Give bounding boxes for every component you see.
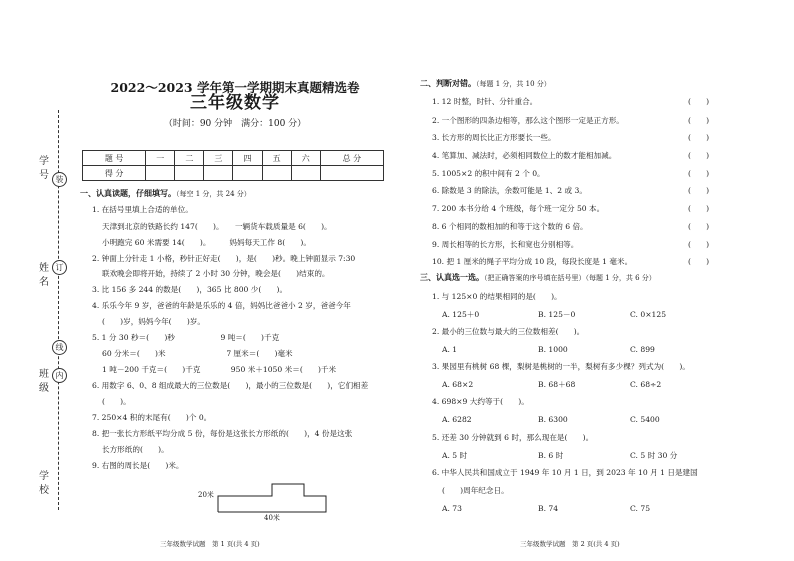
score-table-cell: 五 <box>262 151 291 166</box>
question-line: 联欢晚会即将开始，持续了 2 小时 30 分钟，晚会是( )结束的。 <box>102 269 330 278</box>
choice-option[interactable]: A. 5 时 <box>442 451 468 460</box>
exam-time-info: （时间：90 分钟 满分：100 分） <box>163 119 307 129</box>
binding-mark: 订 <box>52 260 67 275</box>
choice-question: 5. 还差 30 分钟就到 6 时，那么现在是( )。 <box>432 433 594 442</box>
score-table-header-row <box>83 151 384 166</box>
score-input-cell[interactable] <box>146 166 175 181</box>
exam-title: 2022～2023 学年第一学期期末真题精选卷 <box>110 80 360 95</box>
true-false-item: 5. 1005×2 的积中间有 2 个 0。 <box>432 169 545 178</box>
answer-bracket[interactable]: ( ) <box>688 222 710 231</box>
score-table-cell: 得 分 <box>83 166 146 181</box>
section-3-note: （把正确答案的序号填在括号里）（每题 1 分，共 6 分） <box>484 274 656 282</box>
question-line: 4. 乐乐今年 9 岁，爸爸的年龄是乐乐的 4 倍，妈妈比爸爸小 2 岁，爸爸今年 <box>92 301 351 310</box>
section-1-heading <box>80 188 251 200</box>
choice-option[interactable]: C. 75 <box>630 504 651 513</box>
choice-option[interactable]: C. 5400 <box>630 415 660 424</box>
choice-question: 3. 果园里有桃树 68 棵，梨树是桃树的一半，梨树有多少棵？列式为( )。 <box>432 362 690 371</box>
question-line: 1 吨－200 千克＝( )千克 950 米＋1050 米＝( )千米 <box>102 365 337 374</box>
class-label: 班级 <box>39 369 49 394</box>
school-label: 学校 <box>39 471 49 496</box>
choice-option[interactable]: B. 68＋68 <box>538 380 576 389</box>
question-line: 长方形纸的( )。 <box>102 445 169 454</box>
section-2-heading <box>420 78 551 90</box>
question-line: 8. 把一张长方形纸平均分成 5 份，每份是这张长方形纸的( )，4 份是这张 <box>92 429 353 438</box>
score-table-cell: 三 <box>204 151 233 166</box>
score-table-score-row <box>83 166 384 181</box>
true-false-item: 3. 长方形的周长比正方形要长一些。 <box>432 133 556 142</box>
figure-height-label: 20米 <box>198 491 214 499</box>
choice-option[interactable]: B. 6 时 <box>538 451 564 460</box>
footer-page-1: 三年级数学试题 第 1 页(共 4 页) <box>160 540 260 548</box>
score-table-cell: 总 分 <box>320 151 383 166</box>
answer-bracket[interactable]: ( ) <box>688 204 710 213</box>
student-number-label: 学号 <box>39 156 49 181</box>
true-false-item: 4. 笔算加、减法时，必须相同数位上的数才能相加减。 <box>432 151 617 160</box>
score-table-cell: 一 <box>146 151 175 166</box>
choice-option[interactable]: A. 125＋0 <box>442 310 480 319</box>
score-table-cell: 二 <box>175 151 204 166</box>
choice-question: 4. 698×9 大约等于( )。 <box>432 397 529 406</box>
score-input-cell[interactable] <box>291 166 320 181</box>
footer-page-2: 三年级数学试题 第 2 页(共 4 页) <box>520 540 620 548</box>
choice-option[interactable]: B. 1000 <box>538 345 568 354</box>
answer-bracket[interactable]: ( ) <box>688 133 710 142</box>
perimeter-figure-shape <box>218 484 326 512</box>
binding-mark: 线 <box>52 340 67 355</box>
true-false-item: 7. 200 本书分给 4 个班级，每个班一定分 50 本。 <box>432 204 605 213</box>
choice-option[interactable]: A. 1 <box>442 345 458 354</box>
choice-option[interactable]: C. 5 时 30 分 <box>630 451 678 460</box>
choice-option[interactable]: B. 74 <box>538 504 559 513</box>
question-line: 60 分米＝( )米 7 厘米＝( )毫米 <box>102 349 293 358</box>
choice-option[interactable]: B. 6300 <box>538 415 568 424</box>
binding-strip <box>0 0 74 561</box>
question-line: 5. 1 分 30 秒＝( )秒 9 吨＝( )千克 <box>92 333 280 342</box>
section-3-heading <box>420 272 656 284</box>
choice-option[interactable]: A. 6282 <box>442 415 472 424</box>
binding-mark: 装 <box>52 172 67 187</box>
answer-bracket[interactable]: ( ) <box>688 240 710 249</box>
score-input-cell[interactable] <box>320 166 383 181</box>
question-line: 1. 在括号里填上合适的单位。 <box>92 205 193 214</box>
answer-bracket[interactable]: ( ) <box>688 257 710 266</box>
question-line: 6. 用数字 6、0、8 组成最大的三位数是( )，最小的三位数是( )，它们相差 <box>92 381 369 390</box>
score-input-cell[interactable] <box>175 166 204 181</box>
choice-question: 6. 中华人民共和国成立于 1949 年 10 月 1 日，到 2023 年 10 月 1 日是建国 <box>432 468 698 477</box>
choice-question: 1. 与 125×0 的结果相同的是( )。 <box>432 292 562 301</box>
answer-bracket[interactable]: ( ) <box>688 97 710 106</box>
true-false-item: 2. 一个图形的四条边相等，那么这个图形一定是正方形。 <box>432 116 624 125</box>
score-table-cell: 六 <box>291 151 320 166</box>
true-false-item: 1. 12 时整，时针、分针重合。 <box>432 97 538 106</box>
question-line: 2. 钟面上分针走 1 小格，秒针正好走( )，是( )秒。晚上钟面显示 7:30 <box>92 254 356 263</box>
answer-bracket[interactable]: ( ) <box>688 169 710 178</box>
score-table <box>82 150 384 181</box>
score-input-cell[interactable] <box>262 166 291 181</box>
score-input-cell[interactable] <box>233 166 262 181</box>
figure-width-label: 40米 <box>264 514 280 522</box>
choice-option[interactable]: C. 0×125 <box>630 310 667 319</box>
section-1-note: （每空 1 分，共 24 分） <box>176 190 251 198</box>
question-line: 7. 250×4 积的末尾有( )个 0。 <box>92 413 212 422</box>
choice-option[interactable]: A. 73 <box>442 504 462 513</box>
question-line: 小明跑完 60 米需要 14( )。 妈妈每天工作 8( )。 <box>102 238 311 247</box>
exam-subject: 三年级数学 <box>190 93 280 113</box>
choice-option[interactable]: B. 125－0 <box>538 310 576 319</box>
score-table-cell: 四 <box>233 151 262 166</box>
question-line: 天津到北京的铁路长约 147( )。 一辆货车载质量是 6( )。 <box>102 222 332 231</box>
score-table-cell: 题 号 <box>83 151 146 166</box>
section-2-note: （每题 1 分，共 10 分） <box>476 80 551 88</box>
true-false-item: 9. 周长相等的长方形，长和宽也分别相等。 <box>432 240 579 249</box>
true-false-item: 10. 把 1 厘米的绳子平均分成 10 段，每段长度是 1 毫米。 <box>432 257 633 266</box>
true-false-item: 8. 6 个相同的数相加的和等于这个数的 6 倍。 <box>432 222 588 231</box>
binding-dashed-line <box>58 110 59 510</box>
perimeter-figure <box>198 482 346 522</box>
question-line: 9. 右图的周长是( )米。 <box>92 461 184 470</box>
true-false-item: 6. 除数是 3 的除法，余数可能是 1、2 或 3。 <box>432 186 587 195</box>
choice-option[interactable]: A. 68×2 <box>442 380 474 389</box>
answer-bracket[interactable]: ( ) <box>688 186 710 195</box>
name-label: 姓名 <box>39 263 49 288</box>
question-line: ( )岁，妈妈今年( )岁。 <box>102 317 205 326</box>
score-input-cell[interactable] <box>204 166 233 181</box>
choice-option[interactable]: C. 68÷2 <box>630 380 662 389</box>
section-3-title: 三、认真选一选。 <box>420 272 484 282</box>
section-1-title: 一、认真读题，仔细填写。 <box>80 188 176 198</box>
answer-bracket[interactable]: ( ) <box>688 151 710 160</box>
perimeter-figure-svg <box>216 482 346 522</box>
answer-bracket[interactable]: ( ) <box>688 116 710 125</box>
choice-question-continued: ( )周年纪念日。 <box>442 486 509 495</box>
choice-option[interactable]: C. 899 <box>630 345 655 354</box>
question-line: 3. 比 156 多 244 的数是( )，365 比 800 少( )。 <box>92 285 288 294</box>
question-line: ( )。 <box>102 397 131 406</box>
choice-question: 2. 最小的三位数与最大的三位数相差( )。 <box>432 327 585 336</box>
section-2-title: 二、判断对错。 <box>420 78 476 88</box>
binding-mark: 内 <box>52 368 67 383</box>
